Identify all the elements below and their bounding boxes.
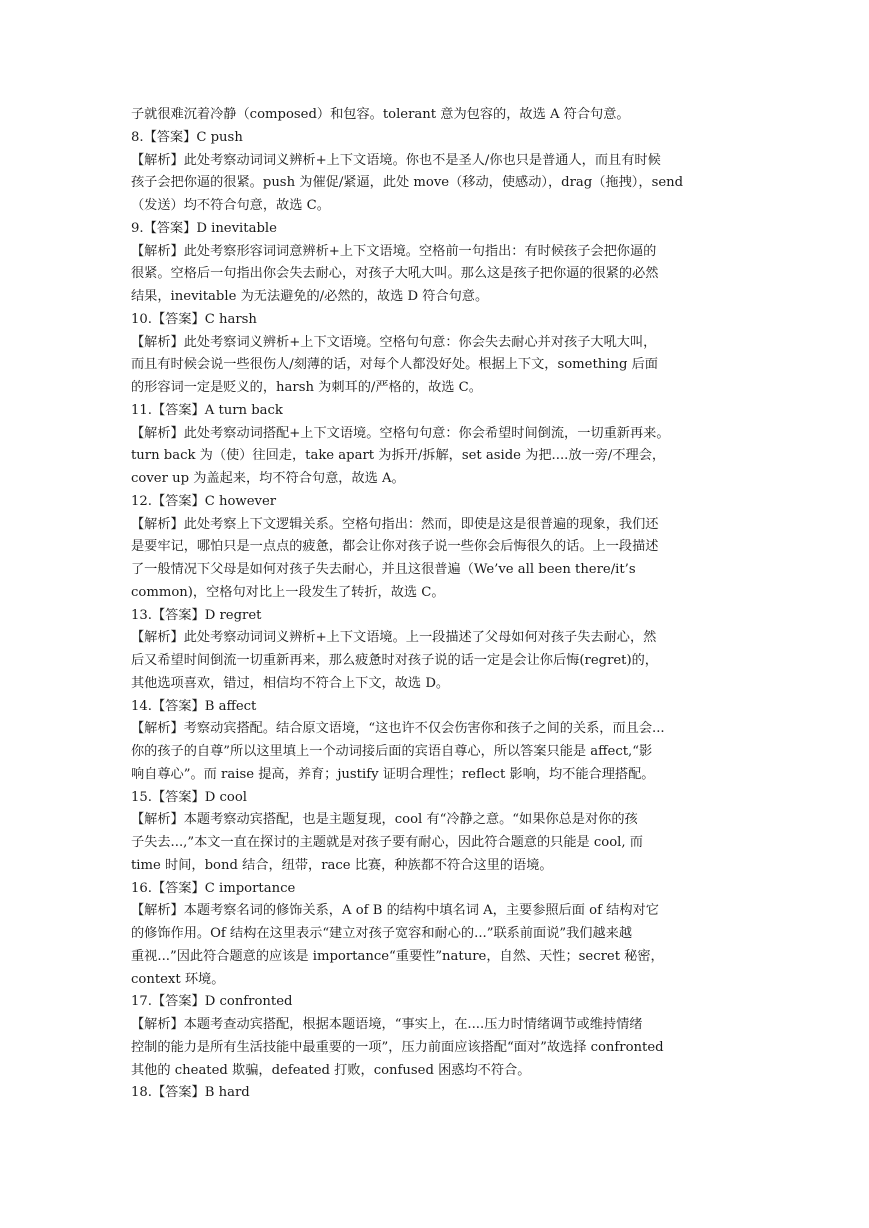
text-line: 孩子会把你逼的很紧。push 为催促/紧逼，此处 move（移动，使感动），drag（拖拽），send <box>131 175 684 191</box>
text-line: 的修饰作用。Of 结构在这里表示“建立对孩子宽容和耐心的...”联系前面说”我们越来越 <box>131 926 633 941</box>
text-line: 你的孩子的自尊”所以这里填上一个动词接后面的宾语自尊心，所以答案只能是 affect,“影 <box>131 744 653 759</box>
text-line: 【解析】此处考察形容词词意辨析+上下文语境。空格前一句指出：有时候孩子会把你逼的 <box>131 243 657 259</box>
text-line: common)，空格句对比上一段发生了转折，故选 C。 <box>131 584 445 600</box>
answer-line-16: 16.【答案】C importance <box>131 880 296 896</box>
document-page <box>131 104 739 1105</box>
answer-line-9: 9.【答案】D inevitable <box>131 220 277 236</box>
text-line: 子失去...,”本文一直在探讨的主题就是对孩子要有耐心，因此符合题意的只能是 cool, 而 <box>131 835 643 850</box>
answer-line-11: 11.【答案】A turn back <box>131 402 283 418</box>
text-line: 【解析】本题考察动宾搭配，也是主题复现，cool 有“冷静之意。“如果你总是对你的孩 <box>131 812 638 828</box>
answer-line-18: 18.【答案】B hard <box>131 1085 250 1101</box>
text-line: 【解析】此处考察动词词义辨析+上下文语境。上一段描述了父母如何对孩子失去耐心，然 <box>131 630 657 646</box>
text-line: 的形容词一定是贬义的，harsh 为刺耳的/严格的，故选 C。 <box>131 380 482 395</box>
text-line: 【解析】考察动宾搭配。结合原文语境，“这也许不仅会伤害你和孩子之间的关系，而且会... <box>131 721 665 737</box>
text-line: 后又希望时间倒流一切重新再来，那么疲惫时对孩子说的话一定是会让你后悔(regret)的， <box>131 653 658 668</box>
text-line: 【解析】此处考察动词搭配+上下文语境。空格句句意：你会希望时间倒流，一切重新再来。 <box>131 425 670 441</box>
text-line: cover up 为盖起来，均不符合句意，故选 A。 <box>131 471 405 486</box>
text-line: 【解析】此处考察动词词义辨析+上下文语境。你也不是圣人/你也只是普通人，而且有时候 <box>131 152 661 168</box>
text-line: 结果，inevitable 为无法避免的/必然的，故选 D 符合句意。 <box>131 289 489 304</box>
text-line: 其他选项喜欢，错过，相信均不符合上下文，故选 D。 <box>131 675 450 691</box>
answer-line-12: 12.【答案】C however <box>131 493 277 509</box>
answer-line-15: 15.【答案】D cool <box>131 789 247 805</box>
answer-line-14: 14.【答案】B affect <box>131 698 257 714</box>
text-line: 控制的能力是所有生活技能中最重要的一项”，压力前面应该搭配“面对”故选择 confronted <box>131 1039 664 1055</box>
text-line: 其他的 cheated 欺骗，defeated 打败，confused 困惑均不符合。 <box>131 1062 531 1078</box>
answer-line-8: 8.【答案】C push <box>131 129 243 145</box>
text-line: 重视...”因此符合题意的应该是 importance“重要性”nature，自然、天性；secret 秘密， <box>131 948 664 964</box>
answer-line-17: 17.【答案】D confronted <box>131 994 293 1010</box>
text-line: 【解析】本题考查动宾搭配，根据本题语境，“事实上，在....压力时情绪调节或维持情绪 <box>131 1017 643 1032</box>
text-line: context 环境。 <box>131 971 225 987</box>
text-line: 很紧。空格后一句指出你会失去耐心，对孩子大吼大叫。那么这是孩子把你逼的很紧的必然 <box>131 266 659 282</box>
text-line: 【解析】本题考察名词的修饰关系，A of B 的结构中填名词 A，主要参照后面 of 结构对它 <box>131 903 659 919</box>
text-line: turn back 为（使）往回走，take apart 为拆开/拆解，set aside 为把....放一旁/不理会， <box>131 448 666 464</box>
text-line: 响自尊心”。而 raise 提高，养育；justify 证明合理性；reflect 影响，均不能合理搭配。 <box>131 766 655 782</box>
text-line: 【解析】此处考察上下文逻辑关系。空格句指出：然而，即使是这是很普遍的现象，我们还 <box>131 516 659 532</box>
text-line: 了一般情况下父母是如何对孩子失去耐心，并且这很普遍（We’ve all been there/it’s <box>131 562 636 577</box>
text-line: 是要牢记，哪怕只是一点点的疲惫，都会让你对孩子说一些你会后悔很久的话。上一段描述 <box>131 539 659 555</box>
text-line: time 时间，bond 结合，纽带，race 比赛，种族都不符合这里的语境。 <box>131 857 553 873</box>
answer-line-10: 10.【答案】C harsh <box>131 311 257 327</box>
text-line: 而且有时候会说一些很伤人/刻薄的话，对每个人都没好处。根据上下文，something 后面 <box>131 357 658 373</box>
answer-line-13: 13.【答案】D regret <box>131 607 262 623</box>
text-line: （发送）均不符合句意，故选 C。 <box>131 198 330 213</box>
text-line: 子就很难沉着冷静（composed）和包容。tolerant 意为包容的，故选 A 符合句意。 <box>131 107 630 122</box>
text-line: 【解析】此处考察词义辨析+上下文语境。空格句句意：你会失去耐心并对孩子大吼大叫， <box>131 334 657 350</box>
